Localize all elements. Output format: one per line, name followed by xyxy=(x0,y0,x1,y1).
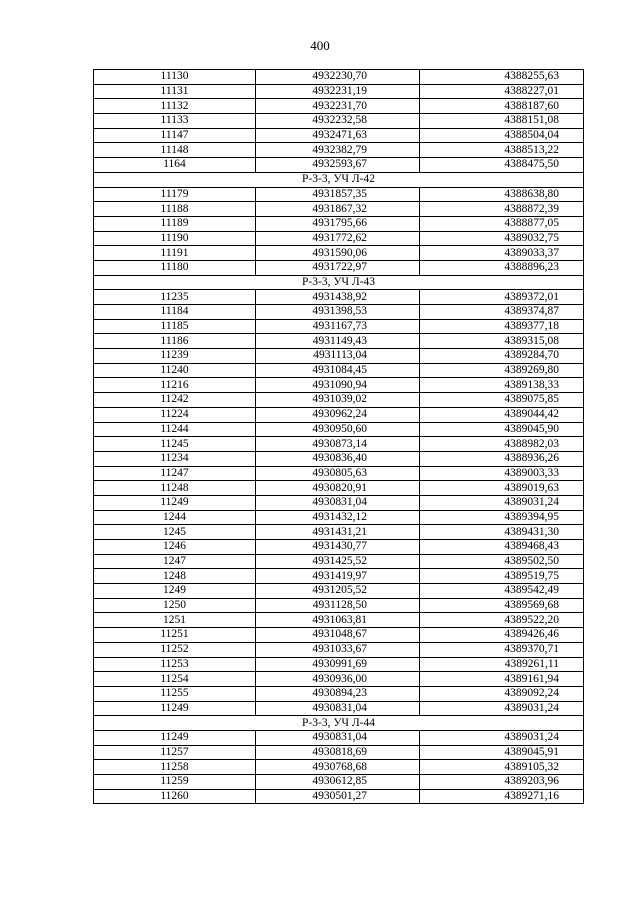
table-row xyxy=(94,510,584,525)
x-coordinate-cell: 4932232,58 xyxy=(256,114,420,129)
y-coordinate-cell: 4389092,24 xyxy=(420,686,584,701)
point-id-cell: 11255 xyxy=(94,686,256,701)
point-id-cell: 1250 xyxy=(94,598,256,613)
y-coordinate-cell: 4388187,60 xyxy=(420,99,584,114)
table-row xyxy=(94,613,584,628)
table-row xyxy=(94,84,584,99)
point-id-cell: 11224 xyxy=(94,407,256,422)
x-coordinate-cell: 4931039,02 xyxy=(256,393,420,408)
point-id-cell: 11190 xyxy=(94,231,256,246)
x-coordinate-cell: 4932382,79 xyxy=(256,143,420,158)
section-label: Р-3-3, УЧ Л-42 xyxy=(94,172,584,187)
y-coordinate-cell: 4389519,75 xyxy=(420,569,584,584)
x-coordinate-cell: 4931113,04 xyxy=(256,349,420,364)
x-coordinate-cell: 4931048,67 xyxy=(256,628,420,643)
x-coordinate-cell: 4932593,67 xyxy=(256,158,420,173)
point-id-cell: 11131 xyxy=(94,84,256,99)
y-coordinate-cell: 4389031,24 xyxy=(420,730,584,745)
x-coordinate-cell: 4930818,69 xyxy=(256,745,420,760)
point-id-cell: 11260 xyxy=(94,789,256,804)
y-coordinate-cell: 4388227,01 xyxy=(420,84,584,99)
y-coordinate-cell: 4389377,18 xyxy=(420,319,584,334)
x-coordinate-cell: 4931205,52 xyxy=(256,584,420,599)
table-row xyxy=(94,789,584,804)
x-coordinate-cell: 4931722,97 xyxy=(256,260,420,275)
x-coordinate-cell: 4932471,63 xyxy=(256,128,420,143)
y-coordinate-cell: 4389284,70 xyxy=(420,349,584,364)
x-coordinate-cell: 4931167,73 xyxy=(256,319,420,334)
x-coordinate-cell: 4931425,52 xyxy=(256,554,420,569)
table-row xyxy=(94,730,584,745)
point-id-cell: 11216 xyxy=(94,378,256,393)
y-coordinate-cell: 4389261,11 xyxy=(420,657,584,672)
table-row xyxy=(94,584,584,599)
x-coordinate-cell: 4930950,60 xyxy=(256,422,420,437)
x-coordinate-cell: 4932230,70 xyxy=(256,70,420,85)
table-row xyxy=(94,290,584,305)
table-row xyxy=(94,202,584,217)
x-coordinate-cell: 4931090,94 xyxy=(256,378,420,393)
y-coordinate-cell: 4388872,39 xyxy=(420,202,584,217)
point-id-cell: 11247 xyxy=(94,466,256,481)
x-coordinate-cell: 4931590,06 xyxy=(256,246,420,261)
x-coordinate-cell: 4930873,14 xyxy=(256,437,420,452)
point-id-cell: 11148 xyxy=(94,143,256,158)
y-coordinate-cell: 4388504,04 xyxy=(420,128,584,143)
coordinates-table-body xyxy=(94,70,584,804)
x-coordinate-cell: 4931033,67 xyxy=(256,642,420,657)
x-coordinate-cell: 4932231,70 xyxy=(256,99,420,114)
y-coordinate-cell: 4389031,24 xyxy=(420,495,584,510)
x-coordinate-cell: 4931128,50 xyxy=(256,598,420,613)
table-row xyxy=(94,349,584,364)
point-id-cell: 11186 xyxy=(94,334,256,349)
y-coordinate-cell: 4388475,50 xyxy=(420,158,584,173)
section-header-row xyxy=(94,172,584,187)
table-row xyxy=(94,657,584,672)
point-id-cell: 11249 xyxy=(94,495,256,510)
point-id-cell: 11257 xyxy=(94,745,256,760)
x-coordinate-cell: 4930805,63 xyxy=(256,466,420,481)
x-coordinate-cell: 4931430,77 xyxy=(256,540,420,555)
section-label: Р-3-3, УЧ Л-44 xyxy=(94,716,584,731)
x-coordinate-cell: 4930831,04 xyxy=(256,495,420,510)
y-coordinate-cell: 4389003,33 xyxy=(420,466,584,481)
table-row xyxy=(94,642,584,657)
y-coordinate-cell: 4389569,68 xyxy=(420,598,584,613)
table-row xyxy=(94,554,584,569)
y-coordinate-cell: 4389271,16 xyxy=(420,789,584,804)
table-row xyxy=(94,437,584,452)
table-row xyxy=(94,451,584,466)
y-coordinate-cell: 4388151,08 xyxy=(420,114,584,129)
table-row xyxy=(94,540,584,555)
table-row xyxy=(94,378,584,393)
table-row xyxy=(94,334,584,349)
x-coordinate-cell: 4930894,23 xyxy=(256,686,420,701)
x-coordinate-cell: 4930936,00 xyxy=(256,672,420,687)
y-coordinate-cell: 4389370,71 xyxy=(420,642,584,657)
point-id-cell: 11234 xyxy=(94,451,256,466)
point-id-cell: 11259 xyxy=(94,775,256,790)
table-row xyxy=(94,598,584,613)
point-id-cell: 11248 xyxy=(94,481,256,496)
x-coordinate-cell: 4930501,27 xyxy=(256,789,420,804)
coordinates-table xyxy=(93,69,584,804)
point-id-cell: 11253 xyxy=(94,657,256,672)
x-coordinate-cell: 4931867,32 xyxy=(256,202,420,217)
table-row xyxy=(94,158,584,173)
y-coordinate-cell: 4388638,80 xyxy=(420,187,584,202)
y-coordinate-cell: 4389468,43 xyxy=(420,540,584,555)
table-row xyxy=(94,187,584,202)
section-header-row xyxy=(94,716,584,731)
y-coordinate-cell: 4389019,63 xyxy=(420,481,584,496)
table-row xyxy=(94,99,584,114)
section-label: Р-3-3, УЧ Л-43 xyxy=(94,275,584,290)
table-row xyxy=(94,466,584,481)
y-coordinate-cell: 4389203,96 xyxy=(420,775,584,790)
y-coordinate-cell: 4389394,95 xyxy=(420,510,584,525)
point-id-cell: 11180 xyxy=(94,260,256,275)
y-coordinate-cell: 4389138,33 xyxy=(420,378,584,393)
table-row xyxy=(94,422,584,437)
y-coordinate-cell: 4388877,05 xyxy=(420,216,584,231)
point-id-cell: 11185 xyxy=(94,319,256,334)
y-coordinate-cell: 4389426,46 xyxy=(420,628,584,643)
point-id-cell: 11133 xyxy=(94,114,256,129)
x-coordinate-cell: 4930820,91 xyxy=(256,481,420,496)
x-coordinate-cell: 4930768,68 xyxy=(256,760,420,775)
point-id-cell: 11191 xyxy=(94,246,256,261)
y-coordinate-cell: 4388982,03 xyxy=(420,437,584,452)
point-id-cell: 11235 xyxy=(94,290,256,305)
point-id-cell: 1245 xyxy=(94,525,256,540)
x-coordinate-cell: 4930991,69 xyxy=(256,657,420,672)
table-row xyxy=(94,143,584,158)
y-coordinate-cell: 4389045,90 xyxy=(420,422,584,437)
point-id-cell: 11242 xyxy=(94,393,256,408)
x-coordinate-cell: 4931857,35 xyxy=(256,187,420,202)
y-coordinate-cell: 4389105,32 xyxy=(420,760,584,775)
x-coordinate-cell: 4931398,53 xyxy=(256,305,420,320)
y-coordinate-cell: 4389033,37 xyxy=(420,246,584,261)
table-row xyxy=(94,246,584,261)
section-header-row xyxy=(94,275,584,290)
table-row xyxy=(94,628,584,643)
point-id-cell: 1247 xyxy=(94,554,256,569)
table-row xyxy=(94,701,584,716)
table-row xyxy=(94,319,584,334)
point-id-cell: 11244 xyxy=(94,422,256,437)
point-id-cell: 1248 xyxy=(94,569,256,584)
point-id-cell: 11188 xyxy=(94,202,256,217)
x-coordinate-cell: 4931084,45 xyxy=(256,363,420,378)
x-coordinate-cell: 4931063,81 xyxy=(256,613,420,628)
table-row xyxy=(94,305,584,320)
y-coordinate-cell: 4389374,87 xyxy=(420,305,584,320)
table-row xyxy=(94,407,584,422)
table-row xyxy=(94,745,584,760)
table-row xyxy=(94,672,584,687)
point-id-cell: 1251 xyxy=(94,613,256,628)
point-id-cell: 11254 xyxy=(94,672,256,687)
y-coordinate-cell: 4388896,23 xyxy=(420,260,584,275)
x-coordinate-cell: 4931431,21 xyxy=(256,525,420,540)
table-row xyxy=(94,260,584,275)
point-id-cell: 11251 xyxy=(94,628,256,643)
y-coordinate-cell: 4389315,08 xyxy=(420,334,584,349)
y-coordinate-cell: 4388513,22 xyxy=(420,143,584,158)
point-id-cell: 1244 xyxy=(94,510,256,525)
y-coordinate-cell: 4388255,63 xyxy=(420,70,584,85)
point-id-cell: 11249 xyxy=(94,730,256,745)
y-coordinate-cell: 4389032,75 xyxy=(420,231,584,246)
x-coordinate-cell: 4931438,92 xyxy=(256,290,420,305)
x-coordinate-cell: 4930836,40 xyxy=(256,451,420,466)
point-id-cell: 11252 xyxy=(94,642,256,657)
x-coordinate-cell: 4930831,04 xyxy=(256,730,420,745)
x-coordinate-cell: 4931419,97 xyxy=(256,569,420,584)
table-row xyxy=(94,128,584,143)
point-id-cell: 11184 xyxy=(94,305,256,320)
y-coordinate-cell: 4389372,01 xyxy=(420,290,584,305)
x-coordinate-cell: 4931795,66 xyxy=(256,216,420,231)
point-id-cell: 11245 xyxy=(94,437,256,452)
table-row xyxy=(94,686,584,701)
y-coordinate-cell: 4389542,49 xyxy=(420,584,584,599)
page-number: 400 xyxy=(310,38,330,53)
x-coordinate-cell: 4930831,04 xyxy=(256,701,420,716)
point-id-cell: 11179 xyxy=(94,187,256,202)
table-row xyxy=(94,393,584,408)
point-id-cell: 1164 xyxy=(94,158,256,173)
y-coordinate-cell: 4389075,85 xyxy=(420,393,584,408)
point-id-cell: 11249 xyxy=(94,701,256,716)
table-row xyxy=(94,70,584,85)
y-coordinate-cell: 4389269,80 xyxy=(420,363,584,378)
y-coordinate-cell: 4389502,50 xyxy=(420,554,584,569)
table-row xyxy=(94,569,584,584)
y-coordinate-cell: 4389044,42 xyxy=(420,407,584,422)
point-id-cell: 11147 xyxy=(94,128,256,143)
x-coordinate-cell: 4931772,62 xyxy=(256,231,420,246)
table-row xyxy=(94,495,584,510)
x-coordinate-cell: 4932231,19 xyxy=(256,84,420,99)
point-id-cell: 11240 xyxy=(94,363,256,378)
table-row xyxy=(94,775,584,790)
point-id-cell: 1246 xyxy=(94,540,256,555)
table-row xyxy=(94,481,584,496)
y-coordinate-cell: 4389045,91 xyxy=(420,745,584,760)
x-coordinate-cell: 4930962,24 xyxy=(256,407,420,422)
y-coordinate-cell: 4388936,26 xyxy=(420,451,584,466)
table-row xyxy=(94,216,584,231)
point-id-cell: 1249 xyxy=(94,584,256,599)
table-row xyxy=(94,525,584,540)
y-coordinate-cell: 4389031,24 xyxy=(420,701,584,716)
table-row xyxy=(94,760,584,775)
x-coordinate-cell: 4931432,12 xyxy=(256,510,420,525)
y-coordinate-cell: 4389431,30 xyxy=(420,525,584,540)
point-id-cell: 11132 xyxy=(94,99,256,114)
point-id-cell: 11239 xyxy=(94,349,256,364)
table-row xyxy=(94,114,584,129)
y-coordinate-cell: 4389522,20 xyxy=(420,613,584,628)
x-coordinate-cell: 4930612,85 xyxy=(256,775,420,790)
point-id-cell: 11258 xyxy=(94,760,256,775)
point-id-cell: 11189 xyxy=(94,216,256,231)
table-row xyxy=(94,231,584,246)
table-row xyxy=(94,363,584,378)
y-coordinate-cell: 4389161,94 xyxy=(420,672,584,687)
point-id-cell: 11130 xyxy=(94,70,256,85)
x-coordinate-cell: 4931149,43 xyxy=(256,334,420,349)
